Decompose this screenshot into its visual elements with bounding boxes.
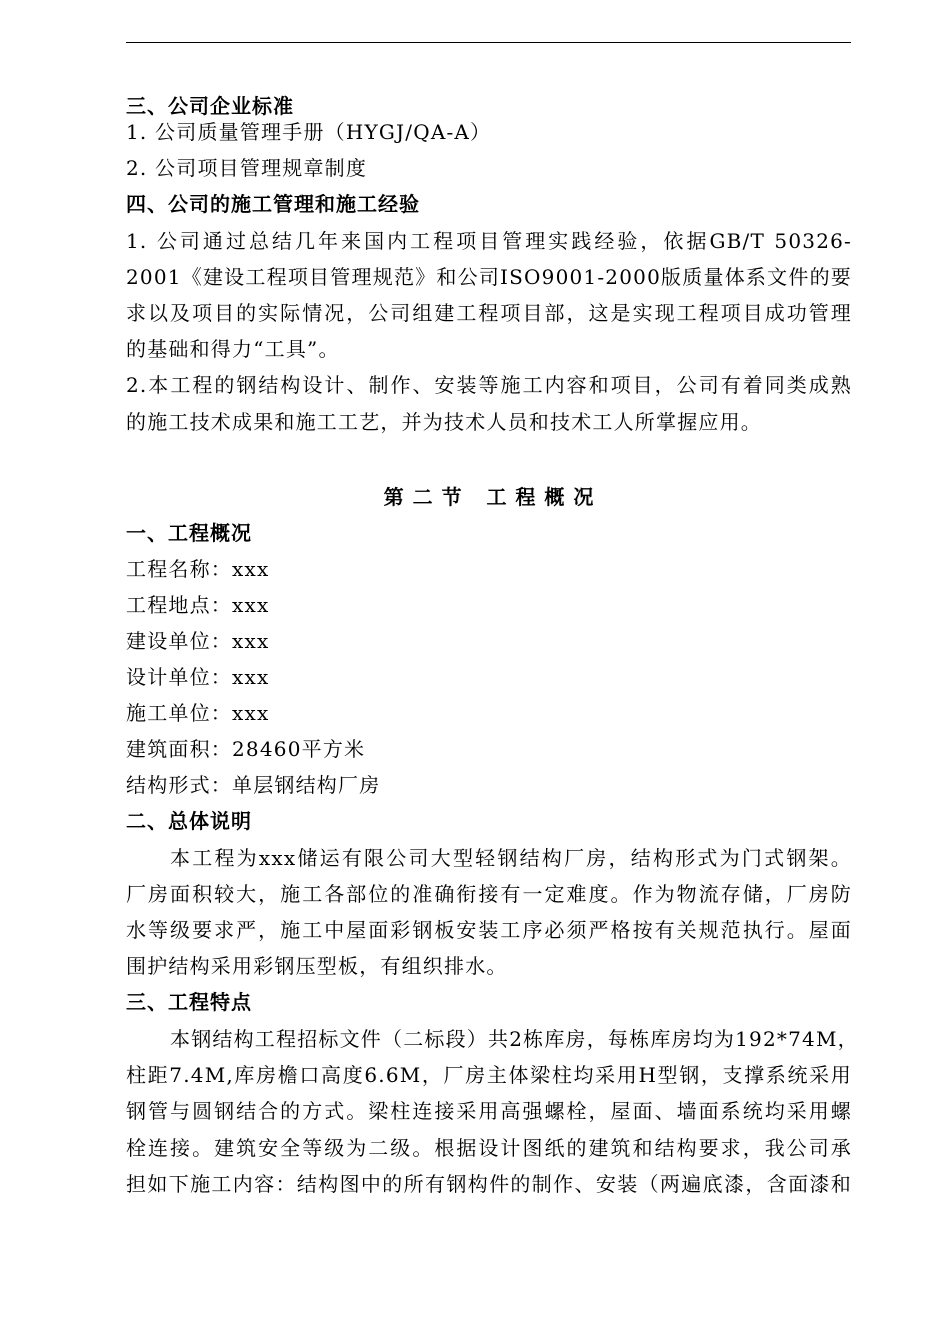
header-rule — [126, 42, 851, 43]
standard-item-1: 1. 公司质量管理手册（HYGJ/QA-A） — [126, 120, 492, 144]
standard-item-2: 2. 公司项目管理规章制度 — [126, 156, 368, 180]
features-paragraph-line-2: 柱距7.4M,库房檐口高度6.6M，厂房主体梁柱均采用H型钢，支撑系统采用 — [126, 1063, 852, 1087]
features-paragraph-line-4: 栓连接。建筑安全等级为二级。根据设计图纸的建筑和结构要求，我公司承 — [126, 1136, 852, 1160]
construction-unit-field: 施工单位：xxx — [126, 701, 270, 725]
experience-paragraph-1-line-4: 的基础和得力“工具”。 — [126, 337, 340, 361]
features-paragraph-line-1: 本钢结构工程招标文件（二标段）共2栋库房，每栋库房均为192*74M， — [170, 1027, 859, 1051]
experience-paragraph-1-line-1: 1. 公司通过总结几年来国内工程项目管理实践经验，依据GB/T 50326- — [126, 229, 852, 253]
experience-paragraph-1-line-3: 求以及项目的实际情况，公司组建工程项目部，这是实现工程项目成功管理 — [126, 301, 852, 325]
experience-paragraph-2-line-2: 的施工技术成果和施工工艺，并为技术人员和技术工人所掌握应用。 — [126, 410, 762, 434]
heading-company-standards: 三、公司企业标准 — [126, 94, 294, 118]
heading-project-features: 三、工程特点 — [126, 990, 252, 1014]
owner-unit-field: 建设单位：xxx — [126, 629, 270, 653]
features-paragraph-line-3: 钢管与圆钢结合的方式。梁柱连接采用高强螺栓，屋面、墙面系统均采用螺 — [126, 1099, 852, 1123]
building-area-field: 建筑面积：28460平方米 — [126, 737, 366, 761]
experience-paragraph-1-line-2: 2001《建设工程项目管理规范》和公司ISO9001-2000版质量体系文件的要 — [126, 265, 852, 289]
heading-general-description: 二、总体说明 — [126, 809, 252, 833]
project-name-field: 工程名称：xxx — [126, 557, 270, 581]
heading-project-overview: 一、工程概况 — [126, 521, 252, 545]
project-location-field: 工程地点：xxx — [126, 593, 270, 617]
general-paragraph-line-2: 厂房面积较大，施工各部位的准确衔接有一定难度。作为物流存储，厂房防 — [126, 882, 852, 906]
heading-construction-experience: 四、公司的施工管理和施工经验 — [126, 192, 420, 216]
experience-paragraph-2-line-1: 2.本工程的钢结构设计、制作、安装等施工内容和项目，公司有着同类成熟 — [126, 373, 852, 397]
general-paragraph-line-3: 水等级要求严，施工中屋面彩钢板安装工序必须严格按有关规范执行。屋面 — [126, 918, 852, 942]
section-title: 第 二 节 工 程 概 况 — [383, 485, 595, 509]
general-paragraph-line-1: 本工程为xxx储运有限公司大型轻钢结构厂房，结构形式为门式钢架。 — [170, 846, 852, 870]
features-paragraph-line-5: 担如下施工内容：结构图中的所有钢构件的制作、安装（两遍底漆，含面漆和 — [126, 1172, 852, 1196]
structure-type-field: 结构形式：单层钢结构厂房 — [126, 773, 381, 797]
general-paragraph-line-4: 围护结构采用彩钢压型板，有组织排水。 — [126, 954, 508, 978]
design-unit-field: 设计单位：xxx — [126, 665, 270, 689]
